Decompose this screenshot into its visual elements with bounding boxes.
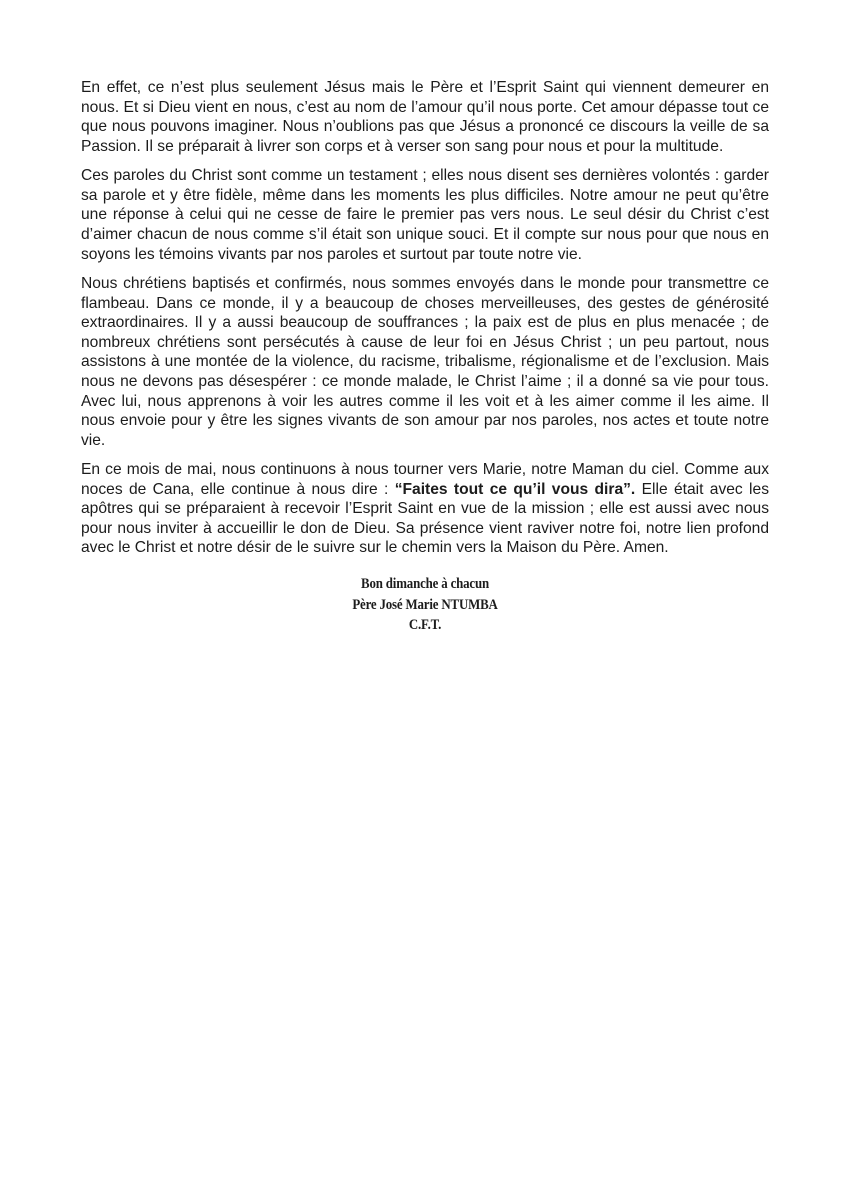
paragraph-4-quote: “Faites tout ce qu’il vous dira”. xyxy=(394,480,636,498)
signature-author: Père José Marie NTUMBA xyxy=(352,596,498,613)
signature-greeting: Bon dimanche à chacun xyxy=(361,576,489,593)
paragraph-4 xyxy=(81,460,769,558)
paragraph-3: Nous chrétiens baptisés et confirmés, nous sommes envoyés dans le monde pour transmettre ce flambeau. Dans ce monde, il y a beaucoup de choses merveilleuses, des gestes de générosité extraordinaires. Il y a aussi beaucoup de souffrances ; la paix est de plus en plus menacée ; de nombreux chrétiens sont persécutés à cause de leur foi en Jésus Christ ; un peu partout, nous assistons à une montée de la violence, du racisme, tribalisme, régionalisme et de l’exclusion. Mais nous ne devons pas désespérer : ce monde malade, le Christ l’aime ; il a donné sa vie pour tous. Avec lui, nous apprenons à voir les autres comme il les voit et à les aimer comme il les aime. Il nous envoie pour y être les signes vivants de son amour par nos paroles, nos actes et toute notre vie. xyxy=(81,274,769,449)
document-page xyxy=(81,78,769,636)
signature-block xyxy=(129,574,721,636)
paragraph-1: En effet, ce n’est plus seulement Jésus mais le Père et l’Esprit Saint qui viennent demeurer en nous. Et si Dieu vient en nous, c’est au nom de l’amour qu’il nous porte. Cet amour dépasse tout ce que nous pouvons imaginer. Nous n’oublions pas que Jésus a prononcé ce discours la veille de sa Passion. Il se préparait à livrer son corps et à verser son sang pour nous et pour la multitude. xyxy=(81,79,769,155)
paragraph-4-intro: En ce mois de mai, nous continuons à nous tourner vers Marie, notre Maman du ciel. Comme aux noces de Cana, elle continue à nous dire : xyxy=(81,461,769,498)
paragraph-2: Ces paroles du Christ sont comme un testament ; elles nous disent ses dernières volontés : garder sa parole et y être fidèle, même dans les moments les plus difficiles. Notre amour ne peut qu’être une réponse à celui qui ne cesse de faire le premier pas vers nous. Le seul désir du Christ c’est d’aimer chacun de nous comme s’il était son unique souci. Et il compte sur nous pour que nous en soyons les témoins vivants par nos paroles et surtout par toute notre vie. xyxy=(81,167,769,263)
signature-title: C.F.T. xyxy=(408,617,442,634)
paragraph-4-rest: Elle était avec les apôtres qui se préparaient à recevoir l’Esprit Saint en vue de la mission ; elle est aussi avec nous pour nous inviter à accueillir le don de Dieu. Sa présence vient raviver notre foi, notre lien profond avec le Christ et notre désir de le suivre sur le chemin vers la Maison du Père. Amen. xyxy=(81,480,769,557)
